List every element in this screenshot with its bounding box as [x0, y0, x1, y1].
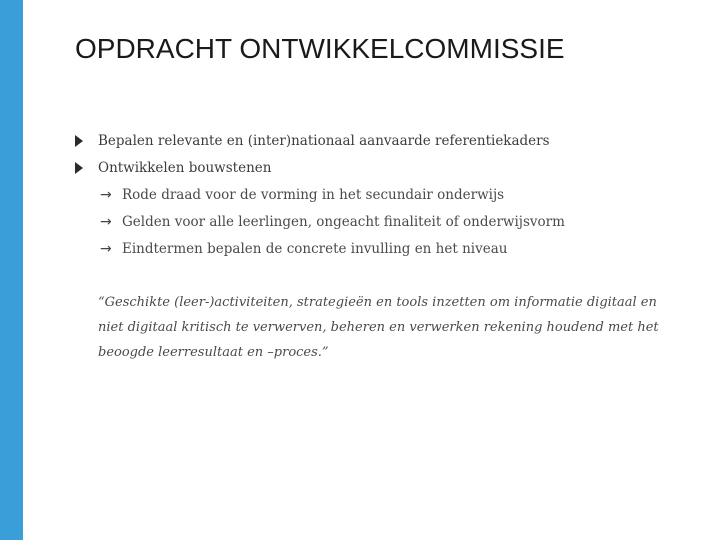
- sub-bullet-text: Eindtermen bepalen de concrete invulling en het niveau: [122, 241, 508, 257]
- arrow-right-icon: →: [100, 241, 112, 257]
- slide-content: [75, 128, 675, 263]
- bullet-text: Ontwikkelen bouwstenen: [98, 160, 272, 176]
- sub-bullet-text: Gelden voor alle leerlingen, ongeacht finaliteit of onderwijsvorm: [122, 214, 565, 230]
- slide-title: OPDRACHT ONTWIKKELCOMMISSIE: [75, 33, 565, 64]
- sub-bullet-text: Rode draad voor de vorming in het secundair onderwijs: [122, 187, 505, 203]
- bullet-text: Bepalen relevante en (inter)nationaal aanvaarde referentiekaders: [98, 133, 550, 149]
- arrow-right-icon: →: [100, 214, 112, 230]
- arrow-right-icon: →: [100, 187, 112, 203]
- sub-bullet-item: [75, 236, 675, 263]
- bullet-item: [75, 128, 675, 155]
- accent-side-bar: [0, 0, 23, 540]
- bullet-item: [75, 155, 675, 182]
- sub-bullet-item: [75, 182, 675, 209]
- triangle-right-icon: [75, 135, 83, 147]
- sub-bullet-item: [75, 209, 675, 236]
- triangle-right-icon: [75, 162, 83, 174]
- quote-text: “Geschikte (leer-)activiteiten, strategieën en tools inzetten om informatie digitaal en niet digitaal kritisch te verwerven, beheren en verwerken rekening houdend met het beoogde leerresultaat en –proces.”: [98, 295, 659, 360]
